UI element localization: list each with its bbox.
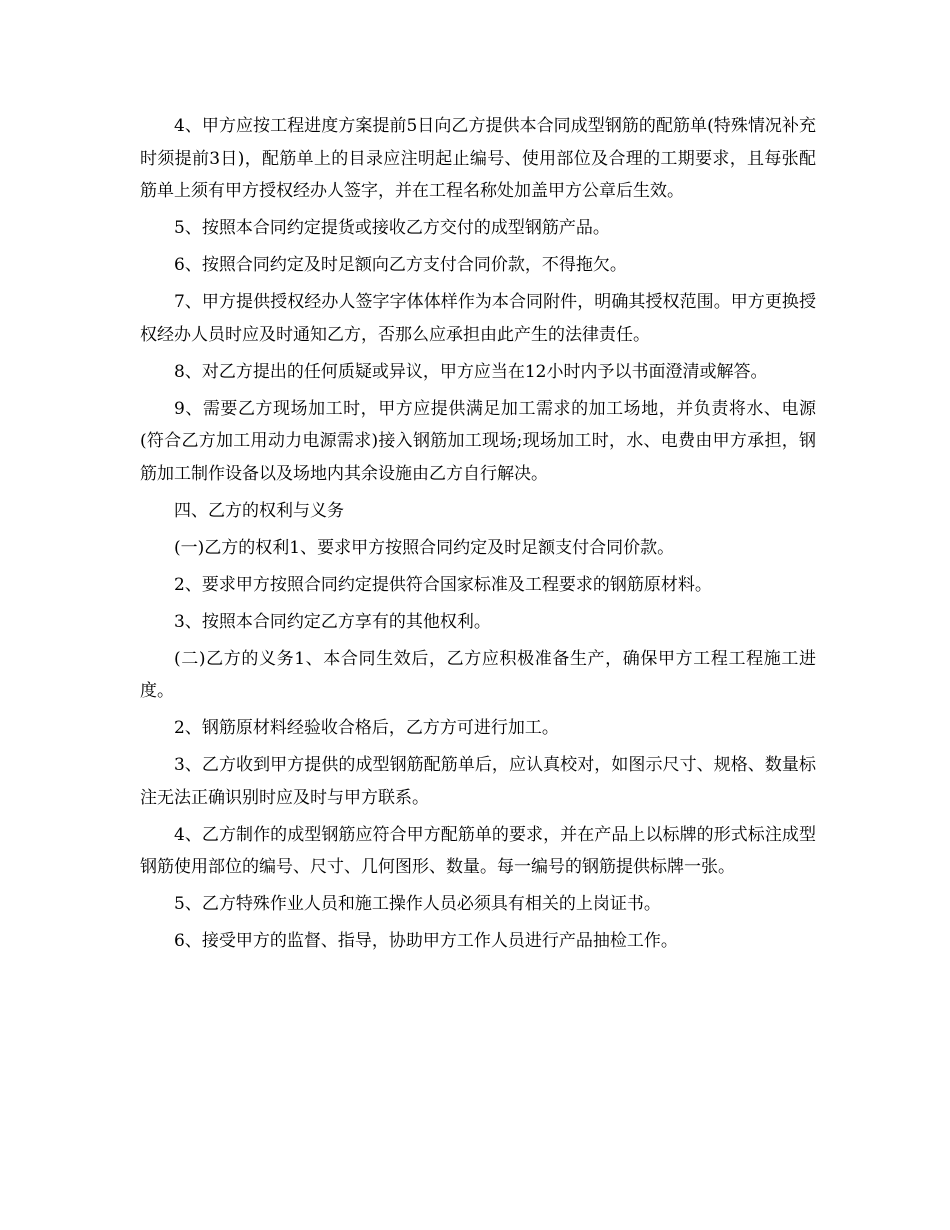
paragraph-9: 2、要求甲方按照合同约定提供符合国家标准及工程要求的钢筋原材料。 (174, 574, 712, 595)
paragraph-15: 5、乙方特殊作业人员和施工操作人员必须具有相关的上岗证书。 (174, 894, 661, 914)
paragraph-8: (一)乙方的权利1、要求甲方按照合同约定及时足额支付合同价款。 (174, 537, 675, 558)
section-heading: 四、乙方的权利与义务 (174, 500, 344, 521)
paragraph-4: 7、甲方提供授权经办人签字字体体样作为本合同附件，明确其授权范围。甲方更换授权经办人员时应及时通知乙方，否那么应承担由此产生的法律责任。 (140, 292, 816, 345)
paragraph-6: 9、需要乙方现场加工时，甲方应提供满足加工需求的加工场地，并负责将水、电源(符合乙方加工用动力电源需求)接入钢筋加工现场;现场加工时，水、电费由甲方承担，钢筋加工制作设备以及场地内其余设施由乙方自行解决。 (140, 398, 816, 484)
paragraph-11: (二)乙方的义务1、本合同生效后，乙方应积极准备生产，确保甲方工程工程施工进度。 (140, 648, 816, 701)
paragraph-2: 5、按照本合同约定提货或接收乙方交付的成型钢筋产品。 (174, 218, 610, 238)
paragraph-16: 6、接受甲方的监督、指导，协助甲方工作人员进行产品抽检工作。 (174, 931, 678, 951)
paragraph-5: 8、对乙方提出的任何质疑或异议，甲方应当在12小时内予以书面澄清或解答。 (174, 361, 768, 382)
paragraph-12: 2、钢筋原材料经验收合格后，乙方方可进行加工。 (174, 718, 559, 738)
paragraph-1: 4、甲方应按工程进度方案提前5日向乙方提供本合同成型钢筋的配筋单(特殊情况补充时须提前3日)，配筋单上的目录应注明起止编号、使用部位及合理的工期要求，且每张配筋单上须有甲方授权经办人签字，并在工程名称处加盖甲方公章后生效。 (140, 116, 816, 201)
paragraph-10: 3、按照本合同约定乙方享有的其他权利。 (174, 611, 491, 632)
paragraph-3: 6、按照合同约定及时足额向乙方支付合同价款，不得拖欠。 (174, 255, 627, 275)
paragraph-13: 3、乙方收到甲方提供的成型钢筋配筋单后，应认真校对，如图示尺寸、规格、数量标注无法正确识别时应及时与甲方联系。 (140, 755, 816, 808)
document-body (140, 110, 816, 962)
paragraph-14: 4、乙方制作的成型钢筋应符合甲方配筋单的要求，并在产品上以标牌的形式标注成型钢筋使用部位的编号、尺寸、几何图形、数量。每一编号的钢筋提供标牌一张。 (140, 824, 816, 877)
